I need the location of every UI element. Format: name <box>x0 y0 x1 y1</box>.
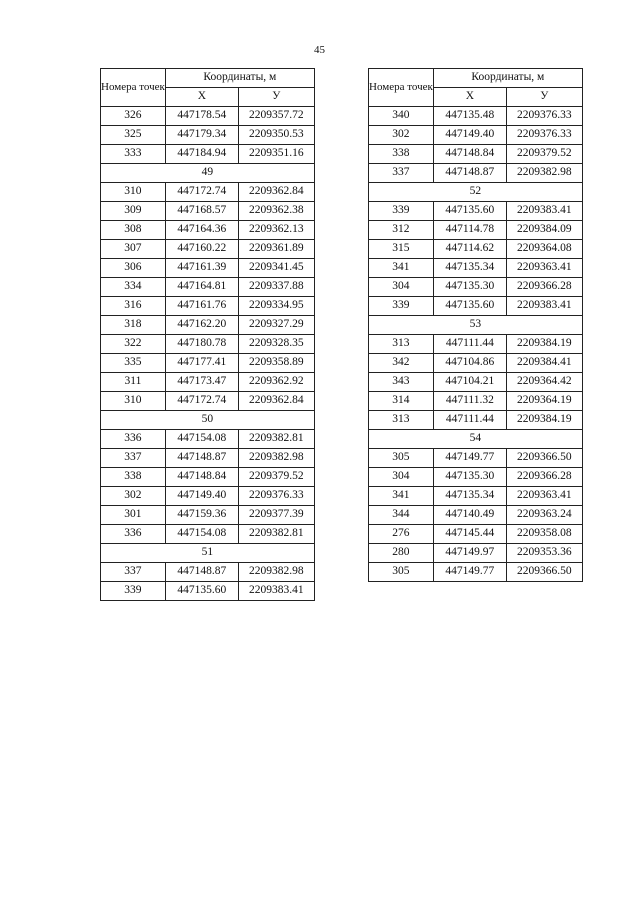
y-coordinate-cell: 2209358.08 <box>506 525 582 544</box>
x-coordinate-cell: 447140.49 <box>433 506 506 525</box>
point-number-cell: 337 <box>369 164 434 183</box>
y-coordinate-cell: 2209383.41 <box>506 202 582 221</box>
point-number-cell: 302 <box>369 126 434 145</box>
point-number-cell: 341 <box>369 487 434 506</box>
table-row <box>101 563 315 582</box>
point-number-cell: 304 <box>369 278 434 297</box>
y-coordinate-cell: 2209366.50 <box>506 563 582 582</box>
x-coordinate-cell: 447135.60 <box>165 582 238 601</box>
point-number-cell: 339 <box>101 582 166 601</box>
point-number-cell: 313 <box>369 335 434 354</box>
x-coordinate-cell: 447180.78 <box>165 335 238 354</box>
table-row <box>369 240 583 259</box>
x-coordinate-cell: 447148.84 <box>165 468 238 487</box>
y-coordinate-cell: 2209382.98 <box>238 563 314 582</box>
y-coordinate-cell: 2209382.81 <box>238 525 314 544</box>
table-row <box>369 354 583 373</box>
x-column-header: X <box>433 88 506 107</box>
table-row <box>101 487 315 506</box>
y-column-header: У <box>506 88 582 107</box>
section-row <box>369 316 583 335</box>
x-coordinate-cell: 447149.40 <box>165 487 238 506</box>
y-coordinate-cell: 2209362.84 <box>238 183 314 202</box>
point-number-cell: 308 <box>101 221 166 240</box>
point-number-cell: 340 <box>369 107 434 126</box>
table-row <box>369 126 583 145</box>
table-row <box>101 278 315 297</box>
table-row <box>369 563 583 582</box>
y-coordinate-cell: 2209341.45 <box>238 259 314 278</box>
y-coordinate-cell: 2209366.50 <box>506 449 582 468</box>
x-coordinate-cell: 447149.97 <box>433 544 506 563</box>
table-row <box>369 278 583 297</box>
point-number-cell: 337 <box>101 449 166 468</box>
y-coordinate-cell: 2209382.98 <box>238 449 314 468</box>
y-coordinate-cell: 2209384.41 <box>506 354 582 373</box>
point-number-cell: 312 <box>369 221 434 240</box>
x-coordinate-cell: 447184.94 <box>165 145 238 164</box>
table-row <box>101 373 315 392</box>
table-row <box>101 145 315 164</box>
point-number-cell: 280 <box>369 544 434 563</box>
point-number-cell: 322 <box>101 335 166 354</box>
x-coordinate-cell: 447164.36 <box>165 221 238 240</box>
point-number-cell: 302 <box>101 487 166 506</box>
y-coordinate-cell: 2209362.38 <box>238 202 314 221</box>
table-row <box>101 468 315 487</box>
point-number-cell: 337 <box>101 563 166 582</box>
y-coordinate-cell: 2209376.33 <box>506 126 582 145</box>
x-coordinate-cell: 447111.44 <box>433 411 506 430</box>
points-column-header: Номера точек <box>101 69 166 107</box>
x-coordinate-cell: 447159.36 <box>165 506 238 525</box>
table-row <box>369 164 583 183</box>
y-coordinate-cell: 2209362.84 <box>238 392 314 411</box>
x-coordinate-cell: 447145.44 <box>433 525 506 544</box>
y-coordinate-cell: 2209337.88 <box>238 278 314 297</box>
table-row <box>369 221 583 240</box>
point-number-cell: 333 <box>101 145 166 164</box>
section-number: 50 <box>101 411 315 430</box>
point-number-cell: 301 <box>101 506 166 525</box>
point-number-cell: 344 <box>369 506 434 525</box>
point-number-cell: 304 <box>369 468 434 487</box>
y-coordinate-cell: 2209377.39 <box>238 506 314 525</box>
table-row <box>101 392 315 411</box>
x-coordinate-cell: 447164.81 <box>165 278 238 297</box>
x-coordinate-cell: 447161.39 <box>165 259 238 278</box>
y-coordinate-cell: 2209361.89 <box>238 240 314 259</box>
section-row <box>101 164 315 183</box>
point-number-cell: 307 <box>101 240 166 259</box>
point-number-cell: 315 <box>369 240 434 259</box>
point-number-cell: 335 <box>101 354 166 373</box>
table-row <box>101 582 315 601</box>
x-coordinate-cell: 447114.78 <box>433 221 506 240</box>
y-coordinate-cell: 2209382.81 <box>238 430 314 449</box>
y-coordinate-cell: 2209350.53 <box>238 126 314 145</box>
points-column-header: Номера точек <box>369 69 434 107</box>
x-coordinate-cell: 447111.44 <box>433 335 506 354</box>
x-coordinate-cell: 447148.87 <box>433 164 506 183</box>
y-coordinate-cell: 2209364.08 <box>506 240 582 259</box>
coordinates-column-header: Координаты, м <box>433 69 582 88</box>
section-number: 51 <box>101 544 315 563</box>
y-coordinate-cell: 2209363.41 <box>506 487 582 506</box>
point-number-cell: 276 <box>369 525 434 544</box>
x-coordinate-cell: 447173.47 <box>165 373 238 392</box>
table-row <box>101 506 315 525</box>
y-coordinate-cell: 2209334.95 <box>238 297 314 316</box>
x-coordinate-cell: 447148.87 <box>165 449 238 468</box>
point-number-cell: 339 <box>369 297 434 316</box>
point-number-cell: 318 <box>101 316 166 335</box>
x-coordinate-cell: 447148.87 <box>165 563 238 582</box>
table-row <box>101 126 315 145</box>
x-coordinate-cell: 447149.77 <box>433 449 506 468</box>
point-number-cell: 336 <box>101 525 166 544</box>
point-number-cell: 336 <box>101 430 166 449</box>
table-row <box>369 259 583 278</box>
page-number: 45 <box>314 44 325 56</box>
y-coordinate-cell: 2209364.42 <box>506 373 582 392</box>
section-row <box>101 411 315 430</box>
section-row <box>369 183 583 202</box>
y-coordinate-cell: 2209383.41 <box>238 582 314 601</box>
x-coordinate-cell: 447154.08 <box>165 525 238 544</box>
point-number-cell: 310 <box>101 183 166 202</box>
coordinates-table-left <box>100 68 315 601</box>
table-row <box>369 145 583 164</box>
x-coordinate-cell: 447135.60 <box>433 297 506 316</box>
table-row <box>101 107 315 126</box>
point-number-cell: 342 <box>369 354 434 373</box>
table-row <box>369 392 583 411</box>
x-coordinate-cell: 447148.84 <box>433 145 506 164</box>
point-number-cell: 313 <box>369 411 434 430</box>
table-row <box>369 487 583 506</box>
x-coordinate-cell: 447135.34 <box>433 259 506 278</box>
point-number-cell: 309 <box>101 202 166 221</box>
y-coordinate-cell: 2209382.98 <box>506 164 582 183</box>
x-coordinate-cell: 447172.74 <box>165 392 238 411</box>
point-number-cell: 316 <box>101 297 166 316</box>
x-coordinate-cell: 447104.86 <box>433 354 506 373</box>
y-coordinate-cell: 2209358.89 <box>238 354 314 373</box>
point-number-cell: 326 <box>101 107 166 126</box>
x-coordinate-cell: 447114.62 <box>433 240 506 259</box>
section-number: 49 <box>101 164 315 183</box>
table-row <box>101 335 315 354</box>
y-coordinate-cell: 2209363.41 <box>506 259 582 278</box>
point-number-cell: 334 <box>101 278 166 297</box>
point-number-cell: 305 <box>369 563 434 582</box>
point-number-cell: 338 <box>369 145 434 164</box>
table-row <box>369 373 583 392</box>
coordinates-table-right <box>368 68 583 582</box>
section-row <box>369 430 583 449</box>
y-coordinate-cell: 2209376.33 <box>238 487 314 506</box>
table-row <box>369 449 583 468</box>
x-coordinate-cell: 447135.34 <box>433 487 506 506</box>
x-coordinate-cell: 447160.22 <box>165 240 238 259</box>
x-coordinate-cell: 447178.54 <box>165 107 238 126</box>
x-coordinate-cell: 447172.74 <box>165 183 238 202</box>
point-number-cell: 310 <box>101 392 166 411</box>
x-coordinate-cell: 447177.41 <box>165 354 238 373</box>
y-coordinate-cell: 2209376.33 <box>506 107 582 126</box>
table-row <box>369 335 583 354</box>
point-number-cell: 341 <box>369 259 434 278</box>
y-coordinate-cell: 2209379.52 <box>506 145 582 164</box>
x-coordinate-cell: 447135.60 <box>433 202 506 221</box>
table-row <box>369 107 583 126</box>
table-row <box>369 297 583 316</box>
point-number-cell: 339 <box>369 202 434 221</box>
y-coordinate-cell: 2209351.16 <box>238 145 314 164</box>
table-row <box>101 202 315 221</box>
y-coordinate-cell: 2209357.72 <box>238 107 314 126</box>
x-coordinate-cell: 447154.08 <box>165 430 238 449</box>
x-coordinate-cell: 447149.77 <box>433 563 506 582</box>
point-number-cell: 325 <box>101 126 166 145</box>
table-row <box>369 544 583 563</box>
y-coordinate-cell: 2209384.19 <box>506 411 582 430</box>
table-row <box>101 430 315 449</box>
y-coordinate-cell: 2209363.24 <box>506 506 582 525</box>
x-coordinate-cell: 447104.21 <box>433 373 506 392</box>
table-row <box>101 221 315 240</box>
coordinates-column-header: Координаты, м <box>165 69 314 88</box>
x-coordinate-cell: 447135.48 <box>433 107 506 126</box>
y-coordinate-cell: 2209327.29 <box>238 316 314 335</box>
table-row <box>101 316 315 335</box>
x-coordinate-cell: 447135.30 <box>433 468 506 487</box>
y-coordinate-cell: 2209364.19 <box>506 392 582 411</box>
point-number-cell: 314 <box>369 392 434 411</box>
section-number: 53 <box>369 316 583 335</box>
x-coordinate-cell: 447162.20 <box>165 316 238 335</box>
x-coordinate-cell: 447168.57 <box>165 202 238 221</box>
section-number: 54 <box>369 430 583 449</box>
x-coordinate-cell: 447135.30 <box>433 278 506 297</box>
point-number-cell: 305 <box>369 449 434 468</box>
table-row <box>101 183 315 202</box>
y-coordinate-cell: 2209362.13 <box>238 221 314 240</box>
y-coordinate-cell: 2209366.28 <box>506 468 582 487</box>
y-coordinate-cell: 2209379.52 <box>238 468 314 487</box>
y-coordinate-cell: 2209362.92 <box>238 373 314 392</box>
point-number-cell: 338 <box>101 468 166 487</box>
table-row <box>369 506 583 525</box>
point-number-cell: 306 <box>101 259 166 278</box>
section-number: 52 <box>369 183 583 202</box>
table-row <box>369 525 583 544</box>
x-column-header: X <box>165 88 238 107</box>
table-row <box>101 525 315 544</box>
y-coordinate-cell: 2209353.36 <box>506 544 582 563</box>
table-row <box>369 468 583 487</box>
y-coordinate-cell: 2209384.19 <box>506 335 582 354</box>
y-column-header: У <box>238 88 314 107</box>
table-row <box>101 449 315 468</box>
x-coordinate-cell: 447111.32 <box>433 392 506 411</box>
y-coordinate-cell: 2209383.41 <box>506 297 582 316</box>
table-row <box>101 240 315 259</box>
point-number-cell: 311 <box>101 373 166 392</box>
table-row <box>101 259 315 278</box>
table-row <box>101 297 315 316</box>
y-coordinate-cell: 2209366.28 <box>506 278 582 297</box>
section-row <box>101 544 315 563</box>
x-coordinate-cell: 447149.40 <box>433 126 506 145</box>
table-row <box>369 202 583 221</box>
x-coordinate-cell: 447179.34 <box>165 126 238 145</box>
y-coordinate-cell: 2209384.09 <box>506 221 582 240</box>
table-row <box>369 411 583 430</box>
y-coordinate-cell: 2209328.35 <box>238 335 314 354</box>
x-coordinate-cell: 447161.76 <box>165 297 238 316</box>
table-row <box>101 354 315 373</box>
point-number-cell: 343 <box>369 373 434 392</box>
